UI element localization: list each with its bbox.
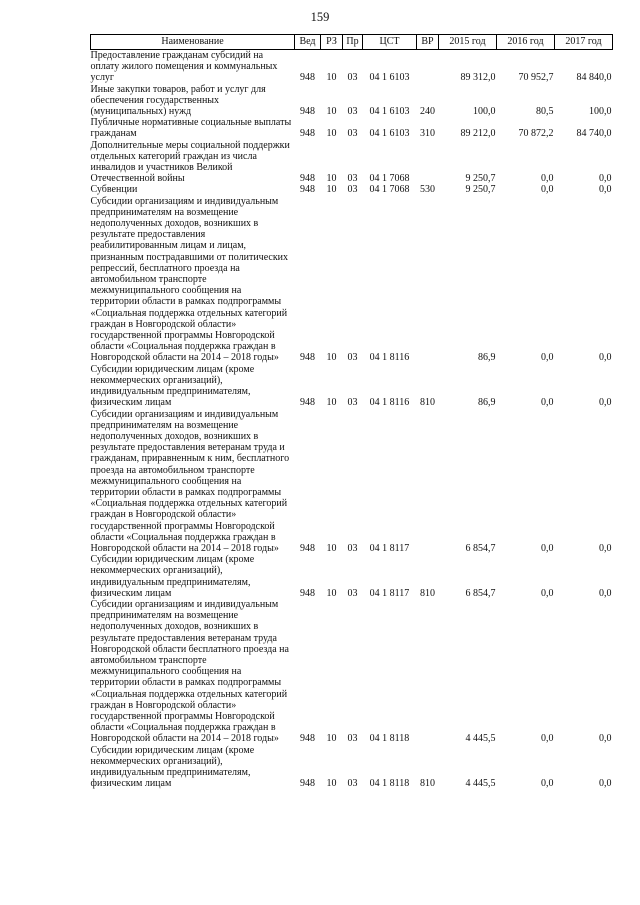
- table-row: [91, 554, 613, 599]
- row-pr: 03: [347, 397, 358, 409]
- row-value-2015: 6 854,7: [465, 542, 496, 554]
- row-cst: 04 1 8117: [369, 587, 410, 599]
- row-pr: 03: [347, 173, 358, 185]
- row-name: Субсидии юридическим лицам (кроме некоммерческих организаций), индивидуальным предпринимателям, физическим лицам: [90, 363, 255, 409]
- header-rz: РЗ: [321, 35, 343, 50]
- row-value-2017: 0,0: [599, 173, 612, 185]
- header-cst: ЦСТ: [363, 35, 417, 50]
- row-pr: 03: [347, 352, 358, 364]
- row-name: Субсидии организациям и индивидуальным предпринимателям на возмещение недополученных доходов, возникших в результате предоставления реабилитированным лицам и лицам, признанным пострадавшими от политических репрессий, бесплатного проезда на автомобильном транспорте межмуниципального сообщения на территории области в рамках подпрограммы «Социальная поддержка отдельных категорий граждан в Новгородской области» государственной программы Новгородской области «Социальная поддержка граждан в Новгородской области на 2014 – 2018 годы»: [90, 195, 289, 364]
- header-pr: Пр: [343, 35, 363, 50]
- row-name: Предоставление гражданам субсидий на оплату жилого помещения и коммунальных услуг: [90, 50, 278, 84]
- table-row: [91, 140, 613, 185]
- row-cst: 04 1 6103: [369, 106, 410, 118]
- row-ved: 948: [300, 106, 315, 118]
- row-name: Иные закупки товаров, работ и услуг для обеспечения государственных (муниципальных) нужд: [90, 83, 266, 118]
- row-rz: 10: [326, 778, 337, 790]
- header-2016: 2016 год: [497, 35, 555, 50]
- row-pr: 03: [347, 106, 358, 118]
- row-cst: 04 1 8116: [369, 397, 410, 409]
- row-value-2017: 0,0: [599, 397, 612, 409]
- row-rz: 10: [326, 173, 337, 185]
- row-pr: 03: [347, 184, 358, 196]
- table-row: [91, 50, 613, 84]
- row-ved: 948: [300, 72, 315, 84]
- row-value-2017: 84 840,0: [576, 72, 612, 84]
- row-value-2015: 86,9: [478, 397, 496, 409]
- row-value-2016: 0,0: [541, 733, 554, 745]
- row-value-2017: 84 740,0: [576, 128, 612, 140]
- row-value-2015: 89 212,0: [460, 128, 496, 140]
- table-row: [91, 364, 613, 409]
- row-cst: 04 1 6103: [369, 128, 410, 140]
- row-ved: 948: [300, 397, 315, 409]
- table-row: [91, 196, 613, 364]
- row-name: Субсидии организациям и индивидуальным предпринимателям на возмещение недополученных доходов, возникших в результате предоставления ветеранам труда Новгородской области бесплатного проезда на автомобильном транспорте межмуниципального сообщения на территории области в рамках подпрограммы «Социальная поддержка отдельных категорий граждан в Новгородской области» государственной программы Новгородской области «Социальная поддержка граждан в Новгородской области на 2014 – 2018 годы»: [90, 598, 289, 745]
- row-ved: 948: [300, 173, 315, 185]
- row-vr: 810: [420, 587, 435, 599]
- row-rz: 10: [326, 397, 337, 409]
- row-value-2016: 0,0: [541, 587, 554, 599]
- row-value-2016: 0,0: [541, 542, 554, 554]
- row-cst: 04 1 7068: [369, 173, 410, 185]
- row-rz: 10: [326, 733, 337, 745]
- row-pr: 03: [347, 128, 358, 140]
- row-value-2015: 9 250,7: [465, 184, 496, 196]
- row-value-2016: 80,5: [536, 106, 554, 118]
- row-ved: 948: [300, 778, 315, 790]
- row-value-2015: 86,9: [478, 352, 496, 364]
- header-2015: 2015 год: [439, 35, 497, 50]
- row-vr: [417, 599, 439, 745]
- row-value-2017: 0,0: [599, 184, 612, 196]
- row-value-2015: 9 250,7: [465, 173, 496, 185]
- row-cst: 04 1 8118: [369, 778, 410, 790]
- row-vr: 810: [420, 778, 435, 790]
- header-name: Наименование: [91, 35, 295, 50]
- header-row: [91, 35, 613, 50]
- table-row: [91, 409, 613, 555]
- row-cst: 04 1 8118: [369, 733, 410, 745]
- row-ved: 948: [300, 733, 315, 745]
- row-cst: 04 1 7068: [369, 184, 410, 196]
- row-pr: 03: [347, 587, 358, 599]
- table-body: [91, 50, 613, 790]
- row-value-2016: 70 872,2: [518, 128, 554, 140]
- row-pr: 03: [347, 72, 358, 84]
- row-value-2017: 0,0: [599, 587, 612, 599]
- row-value-2015: 89 312,0: [460, 72, 496, 84]
- row-value-2015: 4 445,5: [465, 778, 496, 790]
- row-value-2016: 0,0: [541, 173, 554, 185]
- row-vr: [417, 409, 439, 555]
- row-vr: 530: [420, 184, 435, 196]
- row-rz: 10: [326, 106, 337, 118]
- row-ved: 948: [300, 542, 315, 554]
- header-2017: 2017 год: [555, 35, 613, 50]
- row-name: Публичные нормативные социальные выплаты гражданам: [90, 117, 292, 140]
- row-ved: 948: [300, 184, 315, 196]
- row-value-2015: 4 445,5: [465, 733, 496, 745]
- row-value-2016: 70 952,7: [518, 72, 554, 84]
- row-value-2017: 0,0: [599, 542, 612, 554]
- row-value-2017: 0,0: [599, 352, 612, 364]
- table-row: [91, 84, 613, 118]
- row-value-2015: 100,0: [473, 106, 496, 118]
- row-name: Субсидии юридическим лицам (кроме некоммерческих организаций), индивидуальным предпринимателям, физическим лицам: [90, 744, 255, 790]
- row-value-2017: 0,0: [599, 733, 612, 745]
- table-row: [91, 599, 613, 745]
- header-ved: Вед: [295, 35, 321, 50]
- row-name: Субсидии юридическим лицам (кроме некоммерческих организаций), индивидуальным предпринимателям, физическим лицам: [90, 554, 255, 599]
- budget-table: [90, 34, 613, 789]
- row-pr: 03: [347, 733, 358, 745]
- row-cst: 04 1 8116: [369, 352, 410, 364]
- row-name: Субвенции: [90, 184, 138, 196]
- row-pr: 03: [347, 778, 358, 790]
- row-value-2017: 0,0: [599, 778, 612, 790]
- table-row: [91, 184, 613, 195]
- row-value-2016: 0,0: [541, 397, 554, 409]
- row-value-2016: 0,0: [541, 778, 554, 790]
- row-ved: 948: [300, 128, 315, 140]
- table-row: [91, 745, 613, 790]
- row-rz: 10: [326, 128, 337, 140]
- row-rz: 10: [326, 542, 337, 554]
- row-value-2016: 0,0: [541, 184, 554, 196]
- row-cst: 04 1 8117: [369, 542, 410, 554]
- row-vr: 810: [420, 397, 435, 409]
- table-row: [91, 117, 613, 139]
- table-header: [91, 35, 613, 50]
- row-vr: 240: [420, 106, 435, 118]
- row-ved: 948: [300, 587, 315, 599]
- row-vr: [417, 140, 439, 185]
- row-rz: 10: [326, 587, 337, 599]
- row-ved: 948: [300, 352, 315, 364]
- row-rz: 10: [326, 184, 337, 196]
- header-vr: ВР: [417, 35, 439, 50]
- row-name: Субсидии организациям и индивидуальным предпринимателям на возмещение недополученных доходов, возникших в результате предоставления ветеранам труда и гражданам, приравненным к ним, бесплатного проезда на автомобильном транспорте межмуниципального сообщения на территории области в рамках подпрограммы «Социальная поддержка отдельных категорий граждан в Новгородской области» государственной программы Новгородской области «Социальная поддержка граждан в Новгородской области на 2014 – 2018 годы»: [90, 408, 290, 554]
- row-vr: [417, 196, 439, 364]
- row-vr: 310: [420, 128, 435, 140]
- row-value-2017: 100,0: [589, 106, 612, 118]
- row-rz: 10: [326, 352, 337, 364]
- row-value-2016: 0,0: [541, 352, 554, 364]
- row-vr: [417, 50, 439, 84]
- row-value-2015: 6 854,7: [465, 587, 496, 599]
- row-name: Дополнительные меры социальной поддержки отдельных категорий граждан из числа инвалидов и участников Великой Отечественной войны: [90, 139, 290, 185]
- row-cst: 04 1 6103: [369, 72, 410, 84]
- row-rz: 10: [326, 72, 337, 84]
- row-pr: 03: [347, 542, 358, 554]
- page-number: 159: [310, 10, 330, 24]
